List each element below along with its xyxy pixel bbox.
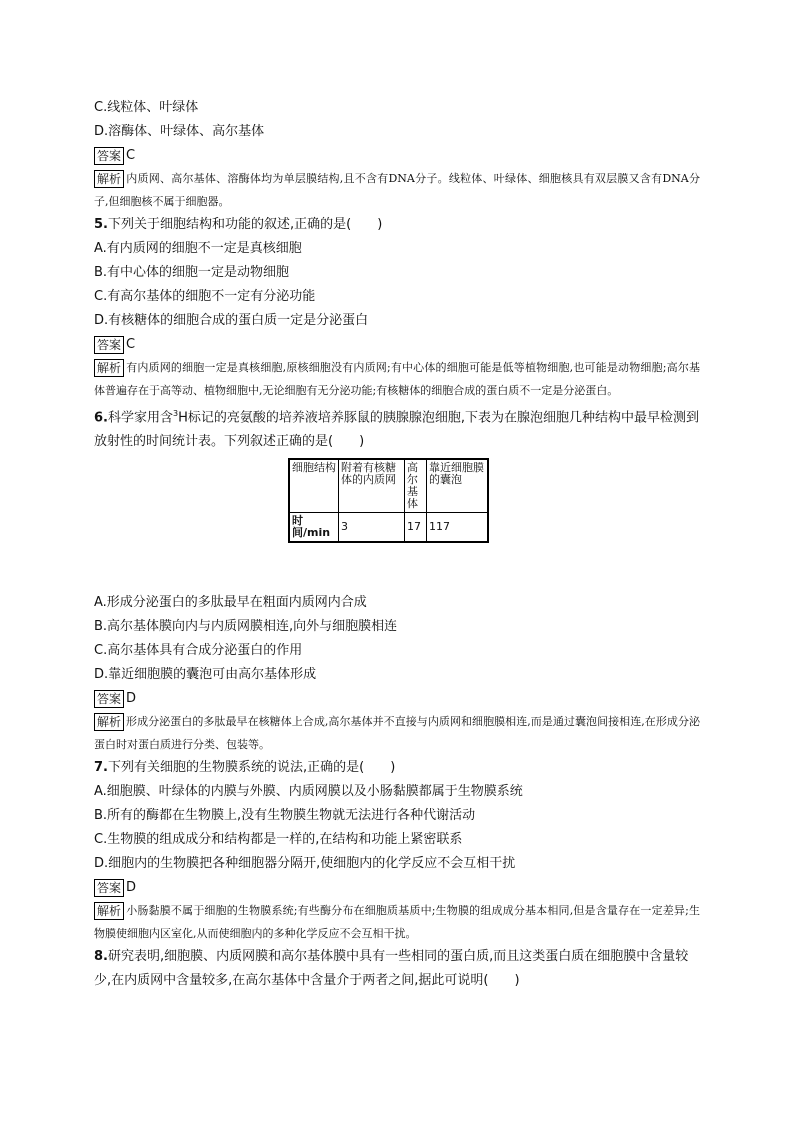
q5-option-c: C.有高尔基体的细胞不一定有分泌功能: [94, 289, 316, 304]
explanation-text: 形成分泌蛋白的多肽最早在核糖体上合成,高尔基体并不直接与内质网和细胞膜相连,而是通过囊泡间接相连,在形成分泌蛋白时对蛋白质进行分类、包装等。: [94, 715, 700, 751]
q7-option-d: D.细胞内的生物膜把各种细胞器分隔开,使细胞内的化学反应不会互相干扰: [94, 856, 516, 872]
explain-tag: 解析: [94, 170, 124, 188]
q6-option-d: D.靠近细胞膜的囊泡可由高尔基体形成: [94, 667, 317, 683]
q7-answer: [94, 876, 700, 900]
explain-tag: 解析: [94, 359, 124, 377]
q5-option-b: B.有中心体的细胞一定是动物细胞: [94, 265, 290, 280]
q5-answer: [94, 333, 700, 357]
table-row: [289, 513, 488, 543]
q4-answer: [94, 144, 700, 168]
answer-tag: 答案: [94, 336, 124, 354]
table-row-label: 时间/min: [289, 513, 339, 543]
table-cell: 117: [427, 513, 489, 543]
q4-explanation: [94, 168, 700, 213]
answer-tag: 答案: [94, 879, 124, 897]
explanation-text: 有内质网的细胞一定是真核细胞,原核细胞没有内质网;有中心体的细胞可能是低等植物细胞,也可能是动物细胞;高尔基体普遍存在于高等动、植物细胞中,无论细胞有无分泌功能;有核糖体的细胞合成的蛋白质不一定是分泌蛋白。: [94, 361, 700, 397]
table-header-cell: 细胞结构: [289, 459, 339, 513]
explain-tag: 解析: [94, 902, 124, 920]
data-table: [288, 458, 489, 543]
superscript: 3: [173, 409, 179, 418]
question-text-pre: 科学家用含: [107, 410, 173, 426]
answer-value: D: [126, 880, 137, 896]
answer-tag: 答案: [94, 147, 124, 165]
q6-option-a: A.形成分泌蛋白的多肽最早在粗面内质网内合成: [94, 595, 367, 611]
document-page: [94, 96, 700, 993]
q7-option-a: A.细胞膜、叶绿体的内膜与外膜、内质网膜以及小肠黏膜都属于生物膜系统: [94, 784, 523, 800]
explanation-text: 小肠黏膜不属于细胞的生物膜系统;有些酶分布在细胞质基质中;生物膜的组成成分基本相同,但是含量存在一定差异;生物膜使细胞内区室化,从而使细胞内的多种化学反应不会互相干扰。: [94, 904, 700, 940]
q5-stem: [94, 213, 700, 237]
q7-explanation: [94, 900, 700, 945]
q7-option-b: B.所有的酶都在生物膜上,没有生物膜生物就无法进行各种代谢活动: [94, 808, 476, 824]
answer-value: C: [126, 337, 136, 352]
explanation-text: 内质网、高尔基体、溶酶体均为单层膜结构,且不含有DNA分子。线粒体、叶绿体、细胞核具有双层膜又含有DNA分子,但细胞核不属于细胞器。: [94, 172, 700, 208]
table-cell: 17: [405, 513, 427, 543]
q6-answer: [94, 687, 700, 711]
q5-option-a: A.有内质网的细胞不一定是真核细胞: [94, 241, 302, 256]
question-text: 下列有关细胞的生物膜系统的说法,正确的是( ): [107, 760, 396, 776]
question-number: 7.: [94, 760, 108, 776]
q4-option-d: D.溶酶体、叶绿体、高尔基体: [94, 124, 265, 139]
question-number: 8.: [94, 949, 108, 965]
q6-option-c: C.高尔基体具有合成分泌蛋白的作用: [94, 643, 303, 659]
explain-tag: 解析: [94, 713, 124, 731]
table-cell: 3: [339, 513, 405, 543]
q6-explanation: [94, 711, 700, 756]
q6-stem: [94, 402, 700, 454]
table-header-row: [289, 459, 488, 513]
table-header-cell: 附着有核糖体的内质网: [339, 459, 405, 513]
q5-option-d: D.有核糖体的细胞合成的蛋白质一定是分泌蛋白: [94, 313, 369, 328]
question-text: 研究表明,细胞膜、内质网膜和高尔基体膜中具有一些相同的蛋白质,而且这类蛋白质在细胞膜中含量较少,在内质网中含量较多,在高尔基体中含量介于两者之间,据此可说明( ): [94, 949, 689, 989]
question-number: 5.: [94, 217, 108, 232]
question-text: 下列关于细胞结构和功能的叙述,正确的是( ): [107, 217, 383, 232]
question-text-post: H标记的亮氨酸的培养液培养豚鼠的胰腺腺泡细胞,下表为在腺泡细胞几种结构中最早检测到放射性的时间统计表。下列叙述正确的是( ): [94, 410, 700, 450]
q5-explanation: [94, 357, 700, 402]
question-number: 6.: [94, 410, 108, 426]
q8-stem: [94, 945, 700, 993]
table-header-cell: 靠近细胞膜的囊泡: [427, 459, 489, 513]
q7-stem: [94, 756, 700, 780]
q4-option-c: C.线粒体、叶绿体: [94, 100, 199, 115]
table-header-cell: 高尔基体: [405, 459, 427, 513]
answer-value: D: [126, 691, 137, 707]
answer-value: C: [126, 148, 136, 163]
q7-option-c: C.生物膜的组成成分和结构都是一样的,在结构和功能上紧密联系: [94, 832, 463, 848]
q6-option-b: B.高尔基体膜向内与内质网膜相连,向外与细胞膜相连: [94, 619, 398, 635]
answer-tag: 答案: [94, 690, 124, 708]
